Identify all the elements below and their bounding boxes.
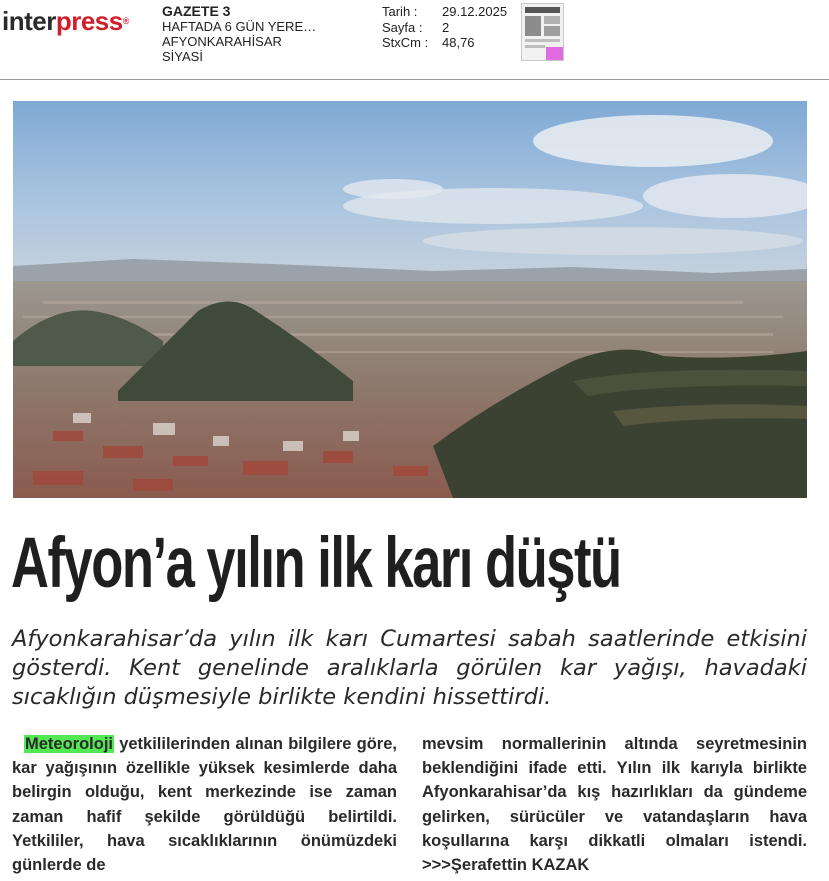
publication-frequency: HAFTADA 6 GÜN YERE… xyxy=(162,19,317,34)
article-body-column-2: mevsim normallerinin altında seyretmesinin beklendiğini ifade etti. Yılın ilk karıyla birlikte Afyonkarahisar’da kış hazırlıkları da gündeme gelirken, sürücüler ve vatandaşların hava koşullarına karşı dikkatli olmaları istendi. >>>Şerafettin KAZAK xyxy=(422,735,807,875)
meta-stxcm: 48,76 xyxy=(442,35,475,50)
meta-page-row: Sayfa : 2 xyxy=(382,19,450,35)
publication-info xyxy=(162,4,316,64)
page-thumbnail[interactable] xyxy=(521,3,564,61)
article-headline: Afyon’a yılın ilk karı düştü xyxy=(11,524,621,603)
meta-stxcm-row: StxCm : 48,76 xyxy=(382,35,475,50)
clipping-header xyxy=(0,0,829,80)
publication-region: AFYONKARAHİSAR xyxy=(162,34,282,49)
highlighted-keyword: Meteoroloji xyxy=(25,735,114,753)
meta-date: 29.12.2025 xyxy=(442,4,508,19)
meta-date-row: Tarih : 29.12.2025 xyxy=(382,4,508,19)
city-landscape-photo xyxy=(13,101,807,498)
article-body-column-1: Meteoroloji yetkililerinden alınan bilgilere göre, kar yağışının özellikle yüksek kesimlerde daha belirgin olduğu, kent merkezinde ise zaman zaman hafif şekilde görüldüğü belirtildi. Yetkililer, hava sıcaklıklarının önümüzdeki günlerde de xyxy=(12,735,397,875)
publication-name: GAZETE 3 xyxy=(162,3,231,19)
meta-page: 2 xyxy=(442,19,450,35)
clipping-meta xyxy=(382,4,507,51)
publication-category: SİYASİ xyxy=(162,49,203,64)
article-lead: Afyonkarahisar’da yılın ilk karı Cumartesi sabah saatlerinde etkisini gösterdi. Kent genelinde aralıklarla görülen kar yağışı, havadaki sıcaklığın düşmesiyle birlikte kendini hissettirdi. xyxy=(12,626,807,710)
interpress-logo: interpress® xyxy=(2,6,129,36)
